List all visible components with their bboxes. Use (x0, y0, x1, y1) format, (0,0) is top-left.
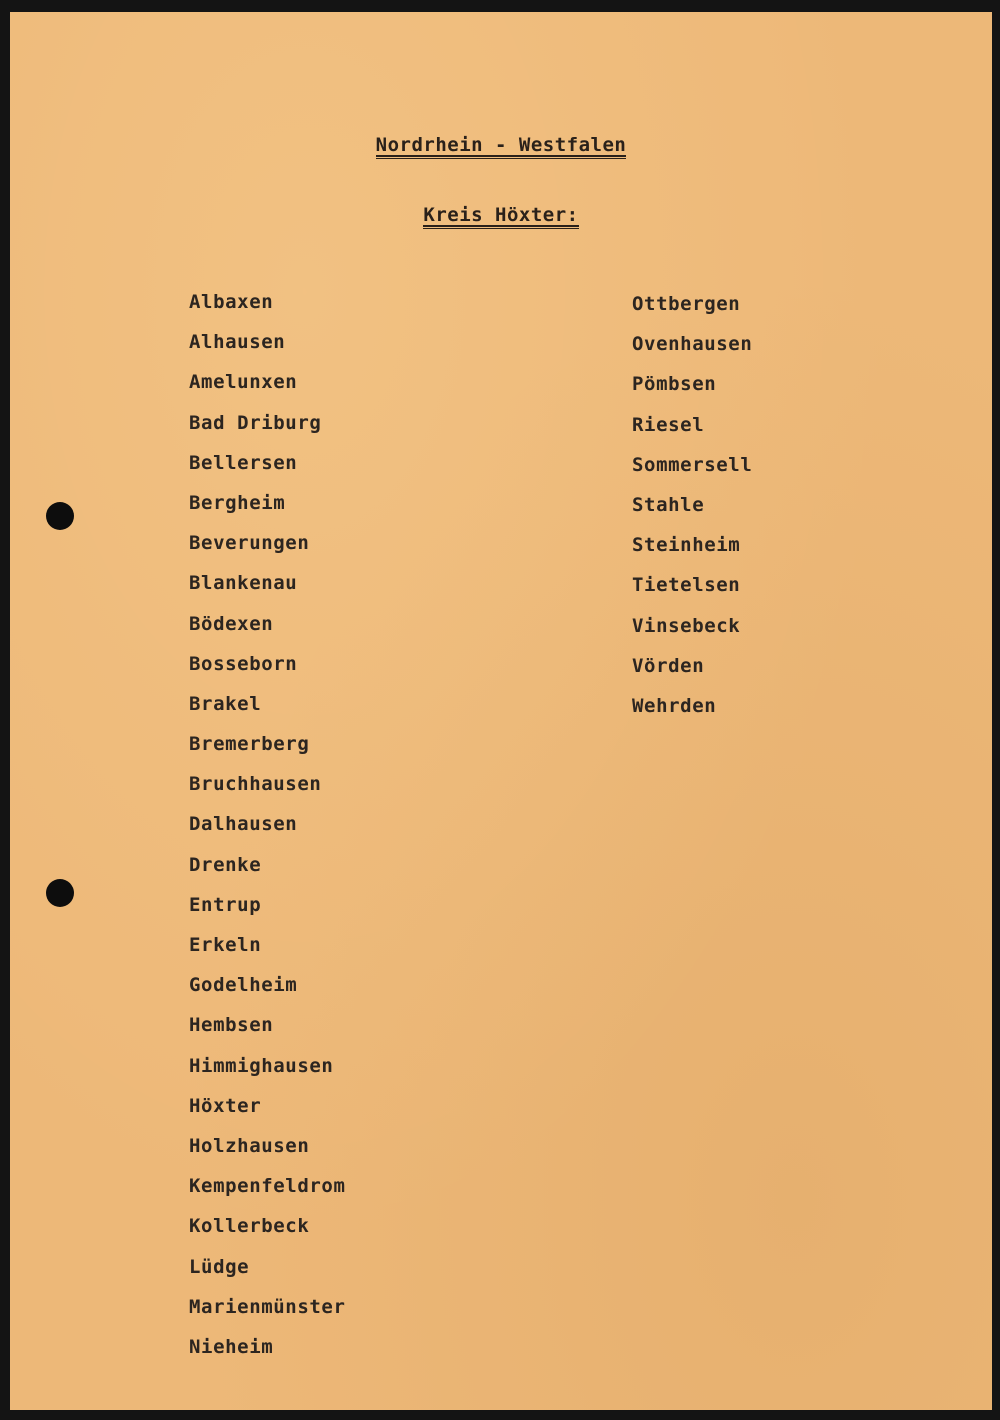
list-item: Hembsen (189, 1014, 274, 1037)
page-title (10, 134, 992, 157)
list-item: Ovenhausen (632, 333, 753, 356)
punch-hole-bottom (46, 879, 74, 907)
list-item: Holzhausen (189, 1134, 310, 1157)
list-item: Bremerberg (189, 733, 310, 756)
list-item: Vörden (632, 654, 705, 677)
list-item: Sommersell (632, 453, 753, 476)
list-item: Entrup (189, 893, 262, 916)
list-item: Dalhausen (189, 813, 298, 836)
list-item: Beverungen (189, 532, 310, 555)
list-item: Bergheim (189, 491, 286, 514)
list-item: Albaxen (189, 291, 274, 313)
list-item: Erkeln (189, 934, 262, 956)
list-item: Brakel (189, 692, 262, 715)
list-item: Stahle (632, 493, 705, 516)
list-item: Bellersen (189, 451, 298, 474)
list-item: Alhausen (189, 331, 286, 354)
list-item: Bruchhausen (189, 773, 322, 796)
paper-sheet (10, 12, 992, 1410)
list-item: Höxter (189, 1094, 262, 1117)
list-item: Steinheim (632, 534, 741, 557)
list-item: Drenke (189, 853, 262, 876)
punch-hole-top (46, 502, 74, 530)
list-item: Amelunxen (189, 371, 298, 394)
list-item: Godelheim (189, 974, 298, 997)
list-item: Kollerbeck (189, 1215, 310, 1238)
list-item: Wehrden (632, 694, 717, 717)
place-list-left (189, 290, 346, 1375)
place-list-right (632, 292, 752, 734)
list-item: Kempenfeldrom (189, 1175, 346, 1198)
list-item: Vinsebeck (632, 614, 741, 637)
page-subtitle (10, 204, 992, 227)
list-item: Blankenau (189, 572, 298, 595)
list-item: Himmighausen (189, 1054, 334, 1077)
list-item: Riesel (632, 413, 705, 436)
list-item: Pömbsen (632, 373, 717, 396)
page-subtitle-text: Kreis Höxter: (423, 204, 579, 226)
list-item: Lüdge (189, 1255, 250, 1278)
list-item: Tietelsen (632, 574, 741, 597)
page-title-text: Nordrhein - Westfalen (375, 134, 627, 156)
list-item: Marienmünster (189, 1295, 346, 1318)
list-item: Bosseborn (189, 652, 298, 675)
list-item: Ottbergen (632, 293, 741, 315)
list-item: Bad Driburg (189, 411, 322, 434)
list-item: Nieheim (189, 1335, 274, 1358)
list-item: Bödexen (189, 612, 274, 635)
